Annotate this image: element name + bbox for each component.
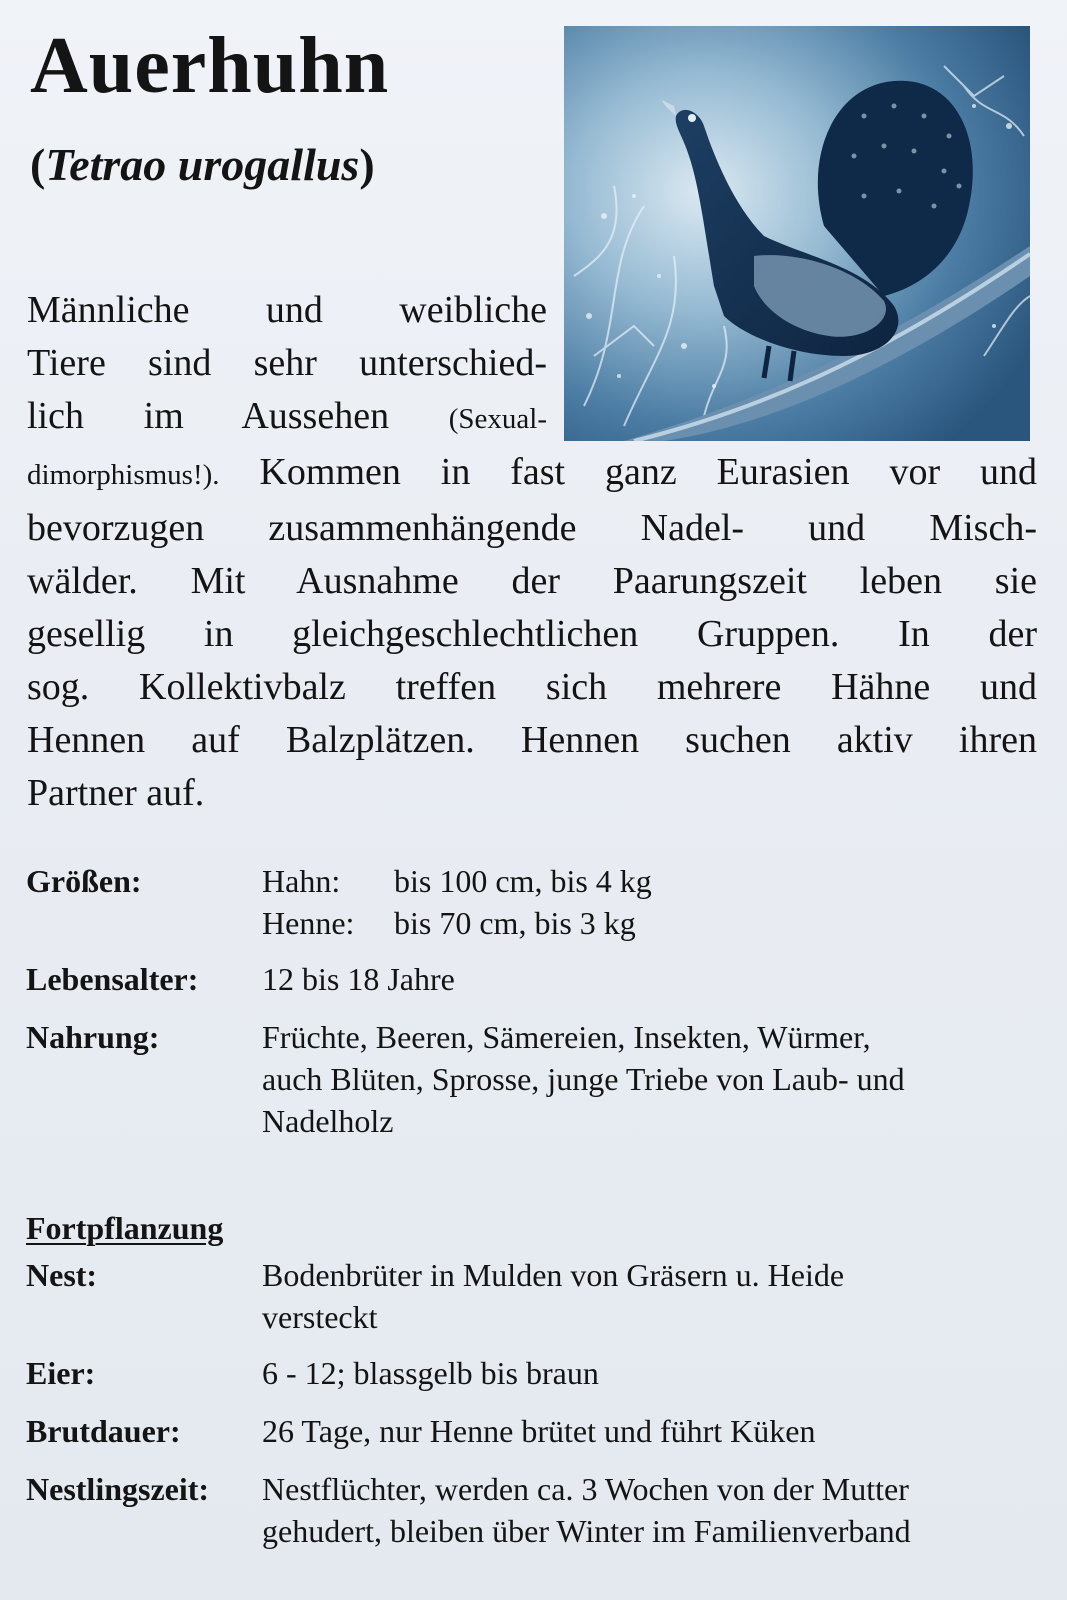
sub-value: bis 70 cm, bis 3 kg bbox=[394, 905, 636, 941]
paren-open: ( bbox=[30, 139, 46, 190]
fact-label: Lebensalter: bbox=[26, 961, 199, 997]
intro-line bbox=[27, 446, 1037, 502]
fact-line: Nadelholz bbox=[262, 1103, 394, 1139]
fact-line: 26 Tage, nur Henne brütet und führt Küken bbox=[262, 1413, 816, 1449]
fact-line: gehudert, bleiben über Winter im Familienverband bbox=[262, 1513, 911, 1549]
fact-line bbox=[262, 902, 1042, 944]
intro-text-main: Kommen in fast ganz Eurasien vor und bbox=[259, 451, 1038, 493]
intro-line: Tiere sind sehr unterschied- bbox=[27, 342, 547, 384]
fact-label: Nahrung: bbox=[26, 1019, 160, 1055]
fact-label: Nestlingszeit: bbox=[26, 1471, 210, 1507]
intro-line: gesellig in gleichgeschlechtlichen Gruppen. In der bbox=[27, 613, 1037, 655]
fact-label: Größen: bbox=[26, 863, 142, 899]
intro-line: Partner auf. bbox=[27, 772, 205, 814]
intro-text-small: dimorphismus!). bbox=[27, 459, 220, 491]
paren-close: ) bbox=[359, 139, 375, 190]
fact-line: 12 bis 18 Jahre bbox=[262, 961, 455, 997]
fact-label: Nest: bbox=[26, 1257, 98, 1293]
section-heading: Fortpflanzung bbox=[26, 1210, 224, 1246]
fact-line bbox=[262, 860, 1042, 902]
fact-line: Bodenbrüter in Mulden von Gräsern u. Heide bbox=[262, 1257, 845, 1293]
scientific-name bbox=[30, 140, 375, 191]
intro-line: Männliche und weibliche bbox=[27, 289, 547, 331]
sub-label: Hahn: bbox=[262, 863, 341, 899]
fact-value bbox=[262, 860, 1042, 944]
intro-line: bevorzugen zusammenhängende Nadel- und Misch- bbox=[27, 507, 1037, 549]
fact-line: versteckt bbox=[262, 1299, 378, 1335]
intro-line: Hennen auf Balzplätzen. Hennen suchen aktiv ihren bbox=[27, 719, 1037, 761]
fact-line: Früchte, Beeren, Sämereien, Insekten, Würmer, bbox=[262, 1019, 871, 1055]
fact-value bbox=[262, 1016, 1042, 1142]
fact-value bbox=[262, 1254, 1042, 1338]
page-title: Auerhuhn bbox=[30, 22, 390, 110]
fact-label: Brutdauer: bbox=[26, 1413, 181, 1449]
scientific-name-text: Tetrao urogallus bbox=[45, 139, 360, 190]
intro-line: wälder. Mit Ausnahme der Paarungszeit leben sie bbox=[27, 560, 1037, 602]
fact-line: Nestflüchter, werden ca. 3 Wochen von der Mutter bbox=[262, 1471, 909, 1507]
fact-value bbox=[262, 958, 1042, 1000]
sub-label: Henne: bbox=[262, 905, 355, 941]
intro-text-main: lich im Aussehen bbox=[27, 395, 390, 437]
intro-text bbox=[27, 284, 1037, 820]
fact-value bbox=[262, 1352, 1042, 1394]
fact-value bbox=[262, 1468, 1042, 1552]
sub-value: bis 100 cm, bis 4 kg bbox=[394, 863, 652, 899]
fact-line: 6 - 12; blassgelb bis braun bbox=[262, 1355, 599, 1391]
intro-text-small: (Sexual- bbox=[448, 403, 547, 435]
intro-line: sog. Kollektivbalz treffen sich mehrere Hähne und bbox=[27, 666, 1037, 708]
fact-line: auch Blüten, Sprosse, junge Triebe von Laub- und bbox=[262, 1061, 905, 1097]
fact-label: Eier: bbox=[26, 1355, 96, 1391]
intro-line bbox=[27, 390, 547, 446]
fact-value bbox=[262, 1410, 1042, 1452]
